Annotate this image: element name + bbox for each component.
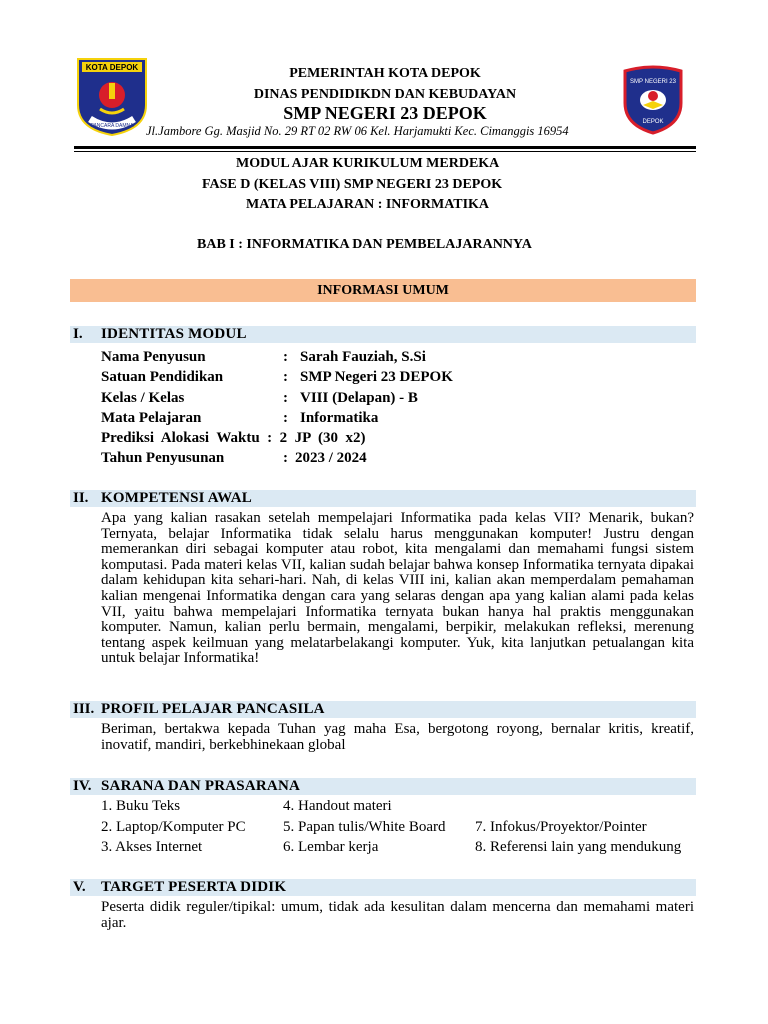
title-subject: MATA PELAJARAN : INFORMATIKA bbox=[246, 197, 490, 212]
identity-label: Mata Pelajaran bbox=[101, 410, 202, 426]
identity-label: Tahun Penyusunan bbox=[101, 450, 225, 466]
competency-paragraph: Apa yang kalian rasakan setelah mempelajari Informatika pada kelas VII? Menarik, bukan? Ternyata, belajar Informatika tidak selalu harus menggunakan komputer! Justru dengan memerankan diri sebagai komputer atau robot, kita mengalami dan memahami fungsi sistem komputasi. Pada materi kelas VII, kalian sudah belajar bahwa konsep Informatika ternyata dipakai dalam kehidupan kita sehari-hari. Nah, di kelas VIII ini, kalian akan memperdalam pemahaman kalian mengenai Informatika dengan cara yang selaras dengan apa yang kalian alami pada kelas VII, yaitu bahwa mempelajari Informatika ternyata bukan hanya hal praktis menggunakan komputer. Namun, kalian perlu bermain, mengalami, berpikir, melakukan refleksi, merenung tentang aspek keilmuan yang melatarbelakangi komputer. Yuk, kita lanjutkan petualangan kita untuk belajar Informatika! bbox=[101, 510, 694, 667]
identity-value: 2023 / 2024 bbox=[295, 450, 367, 466]
identity-colon: : bbox=[283, 390, 288, 406]
section-1-number: I. bbox=[73, 326, 83, 342]
section-3-title: PROFIL PELAJAR PANCASILA bbox=[101, 701, 325, 717]
facility-item: 5. Papan tulis/White Board bbox=[283, 819, 446, 835]
header-address: Jl.Jambore Gg. Masjid No. 29 RT 02 RW 06 Kel. Harjamukti Kec. Cimanggis 16954 bbox=[146, 124, 569, 138]
school-logo bbox=[619, 63, 687, 135]
identity-label: Prediksi Alokasi Waktu : 2 JP (30 x2) bbox=[101, 430, 366, 446]
identity-value: Sarah Fauziah, S.Si bbox=[300, 349, 426, 365]
facility-item: 1. Buku Teks bbox=[101, 798, 181, 814]
title-module: MODUL AJAR KURIKULUM MERDEKA bbox=[236, 156, 500, 171]
chapter-title: BAB I : INFORMATIKA DAN PEMBELAJARANNYA bbox=[197, 237, 532, 252]
identity-colon: : bbox=[283, 450, 288, 466]
header-rule-thick bbox=[74, 146, 696, 149]
logo-right-top-text: SMP NEGERI 23 bbox=[630, 79, 676, 85]
section-5-number: V. bbox=[73, 879, 86, 895]
kota-depok-logo bbox=[76, 57, 148, 137]
section-2-title: KOMPETENSI AWAL bbox=[101, 490, 252, 506]
logo-left-title: KOTA DEPOK bbox=[85, 63, 139, 72]
facility-item: 3. Akses Internet bbox=[101, 839, 203, 855]
identity-value: SMP Negeri 23 DEPOK bbox=[300, 369, 453, 385]
identity-colon: : bbox=[283, 369, 288, 385]
facility-item: 2. Laptop/Komputer PC bbox=[101, 819, 246, 835]
identity-value: Informatika bbox=[300, 410, 379, 426]
identity-label: Kelas / Kelas bbox=[101, 390, 185, 406]
section-2-number: II. bbox=[73, 490, 89, 506]
header-government: PEMERINTAH KOTA DEPOK bbox=[289, 66, 481, 81]
title-phase: FASE D (KELAS VIII) SMP NEGERI 23 DEPOK bbox=[202, 177, 503, 192]
facility-item: 7. Infokus/Proyektor/Pointer bbox=[475, 819, 647, 835]
identity-value: VIII (Delapan) - B bbox=[300, 390, 418, 406]
pancasila-paragraph: Beriman, bertakwa kepada Tuhan yag maha Esa, bergotong royong, bernalar kritis, kreatif, inovatif, mandiri, berkebhinekaan global bbox=[101, 721, 694, 753]
section-3-number: III. bbox=[73, 701, 95, 717]
info-umum-title: INFORMASI UMUM bbox=[317, 283, 449, 298]
logo-right-bottom-text: DEPOK bbox=[642, 119, 664, 125]
facility-item: 6. Lembar kerja bbox=[283, 839, 379, 855]
facility-item: 4. Handout materi bbox=[283, 798, 392, 814]
facility-item: 8. Referensi lain yang mendukung bbox=[475, 839, 682, 855]
logo-left-motto: PANCARA DAMNA bbox=[90, 123, 134, 129]
identity-label: Nama Penyusun bbox=[101, 349, 206, 365]
section-4-title: SARANA DAN PRASARANA bbox=[101, 778, 301, 794]
section-1-title: IDENTITAS MODUL bbox=[101, 326, 247, 342]
identity-colon: : bbox=[283, 349, 288, 365]
header-rule-thin bbox=[74, 151, 696, 152]
target-paragraph: Peserta didik reguler/tipikal: umum, tidak ada kesulitan dalam mencerna dan memahami materi ajar. bbox=[101, 899, 694, 931]
identity-label: Satuan Pendidikan bbox=[101, 369, 224, 385]
section-4-number: IV. bbox=[73, 778, 92, 794]
header-school-name: SMP NEGERI 23 DEPOK bbox=[283, 103, 487, 123]
section-5-title: TARGET PESERTA DIDIK bbox=[101, 879, 287, 895]
header-department: DINAS PENDIDIKDN DAN KEBUDAYAN bbox=[253, 87, 517, 102]
identity-colon: : bbox=[283, 410, 288, 426]
